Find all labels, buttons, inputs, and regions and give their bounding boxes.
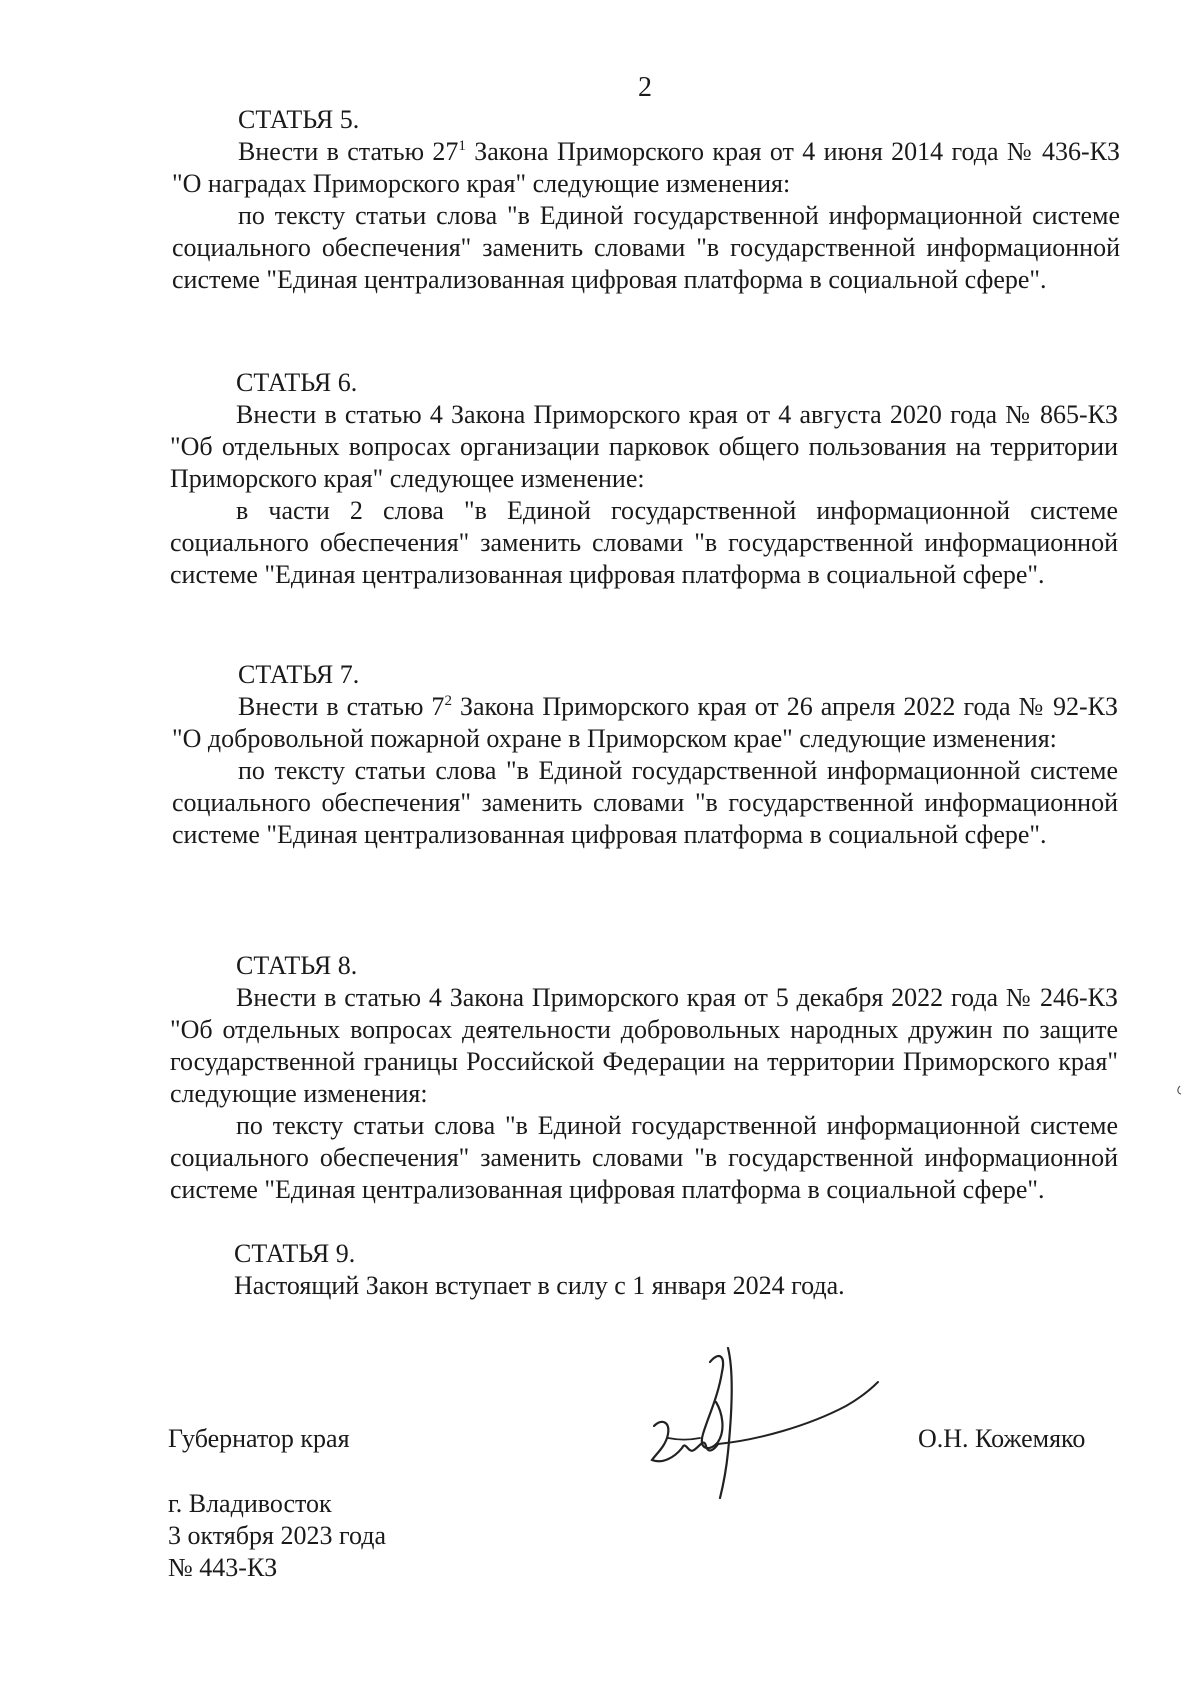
article-5: [172, 104, 1120, 296]
signing-date: 3 октября 2023 года: [168, 1521, 386, 1550]
signing-city: г. Владивосток: [168, 1489, 332, 1518]
article-intro: Внести в статью $27^1$ Закона Приморского края от 4 июня 2014 года № 436-КЗ "О наградах Приморского края" следующие изменения:: [172, 137, 1120, 198]
article-title: СТАТЬЯ 5.: [238, 105, 360, 134]
superscript-index: 2: [444, 693, 452, 709]
article-9: [168, 1238, 1116, 1302]
law-number: № 443-КЗ: [168, 1553, 278, 1582]
article-body: по тексту статьи слова "в Единой государственной информационной системе социального обеспечения" заменить словами "в государственной информационной системе "Единая централизованная цифровая платформа в социальной сфере".: [170, 1111, 1118, 1204]
signatory-position: Губернатор края: [168, 1424, 350, 1453]
page-number: 2: [638, 72, 652, 103]
article-intro: Внести в статью 4 Закона Приморского края от 4 августа 2020 года № 865-КЗ "Об отдельных вопросах организации парковок общего пользования на территории Приморского края" следующее изменение:: [170, 400, 1118, 493]
article-body: в части 2 слова "в Единой государственной информационной системе социального обеспечения" заменить словами "в государственной информационной системе "Единая централизованная цифровая платформа в социальной сфере".: [170, 496, 1118, 589]
article-intro: Внести в статью 4 Закона Приморского края от 5 декабря 2022 года № 246-КЗ "Об отдельных вопросах деятельности добровольных народных дружин по защите государственной границы Российской Федерации на территории Приморского края" следующие изменения:: [170, 983, 1118, 1108]
article-body: по тексту статьи слова "в Единой государственной информационной системе социального обеспечения" заменить словами "в государственной информационной системе "Единая централизованная цифровая платформа в социальной сфере".: [172, 201, 1120, 294]
article-8: [170, 950, 1118, 1206]
superscript-index: 1: [458, 138, 466, 154]
article-title: СТАТЬЯ 9.: [234, 1239, 356, 1268]
article-title: СТАТЬЯ 7.: [238, 660, 360, 689]
article-title: СТАТЬЯ 6.: [236, 368, 358, 397]
article-text: Настоящий Закон вступает в силу с 1 января 2024 года.: [234, 1271, 845, 1300]
article-title: СТАТЬЯ 8.: [236, 951, 358, 980]
article-7: [172, 659, 1118, 851]
article-intro: Внести в статью $7^2$ Закона Приморского края от 26 апреля 2022 года № 92-КЗ "О добровольной пожарной охране в Приморском крае" следующие изменения:: [172, 692, 1118, 753]
article-body: по тексту статьи слова "в Единой государственной информационной системе социального обеспечения" заменить словами "в государственной информационной системе "Единая централизованная цифровая платформа в социальной сфере".: [172, 756, 1118, 849]
signatory-name: О.Н. Кожемяко: [918, 1424, 1086, 1453]
scan-artifact: [1175, 1085, 1183, 1095]
article-6: [170, 367, 1118, 591]
handwritten-signature: [648, 1342, 898, 1502]
